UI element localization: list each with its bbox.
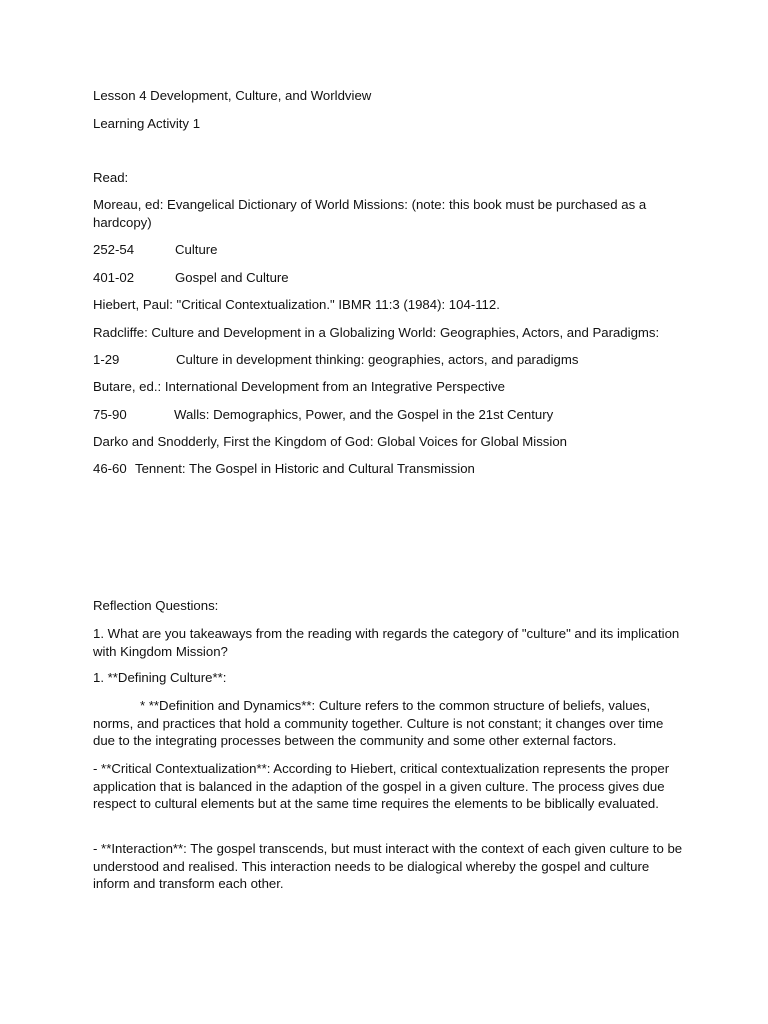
moreau-entry-2: [93, 269, 683, 287]
critical-contextualization-paragraph: - **Critical Contextualization**: According to Hiebert, critical contextualization represents the proper application that is balanced in the adaption of the gospel in a given culture. The process gives due respect to cultural elements but at the same time requires the elements to be biblically evaluated.: [93, 761, 670, 811]
entry-pages: 401-02: [93, 270, 135, 285]
entry-pages: 252-54: [93, 242, 135, 257]
hiebert-citation: Hiebert, Paul: "Critical Contextualization." IBMR 11:3 (1984): 104-112.: [93, 297, 500, 312]
moreau-entry-1: [93, 241, 683, 259]
lesson-title: Lesson 4 Development, Culture, and Worldview: [93, 88, 372, 103]
activity-title: Learning Activity 1: [93, 116, 201, 131]
radcliffe-citation: Radcliffe: Culture and Development in a Globalizing World: Geographies, Actors, and Paradigms:: [93, 325, 660, 340]
entry-pages: 75-90: [93, 407, 127, 422]
question-1: 1. What are you takeaways from the reading with regards the category of "culture" and its implication with Kingdom Mission?: [93, 626, 680, 659]
entry-pages: 46-60: [93, 461, 127, 476]
radcliffe-entry: [93, 351, 683, 369]
definition-paragraph: * **Definition and Dynamics**: Culture refers to the common structure of beliefs, values, norms, and practices that hold a community together. Culture is not constant; it changes over time due to the integrating processes between the community and some other external factors.: [93, 698, 664, 748]
entry-title: Tennent: The Gospel in Historic and Cultural Transmission: [135, 461, 475, 476]
interaction-paragraph: - **Interaction**: The gospel transcends, but must interact with the context of each given culture to be understood and realised. This interaction needs to be dialogical whereby the gospel and culture inform and transform each other.: [93, 841, 683, 891]
darko-citation: Darko and Snodderly, First the Kingdom of God: Global Voices for Global Mission: [93, 434, 568, 449]
entry-title: Culture: [175, 242, 218, 257]
moreau-citation: Moreau, ed: Evangelical Dictionary of World Missions: (note: this book must be purchased as a hardcopy): [93, 197, 647, 230]
butare-citation: Butare, ed.: International Development from an Integrative Perspective: [93, 379, 505, 394]
entry-pages: 1-29: [93, 352, 120, 367]
butare-entry: [93, 406, 683, 424]
entry-title: Gospel and Culture: [175, 270, 289, 285]
defining-culture-heading: 1. **Defining Culture**:: [93, 670, 227, 685]
read-label: Read:: [93, 170, 129, 185]
reflection-label: Reflection Questions:: [93, 598, 219, 613]
darko-entry: [93, 460, 683, 478]
entry-title: Culture in development thinking: geographies, actors, and paradigms: [176, 352, 579, 367]
entry-title: Walls: Demographics, Power, and the Gospel in the 21st Century: [174, 407, 554, 422]
